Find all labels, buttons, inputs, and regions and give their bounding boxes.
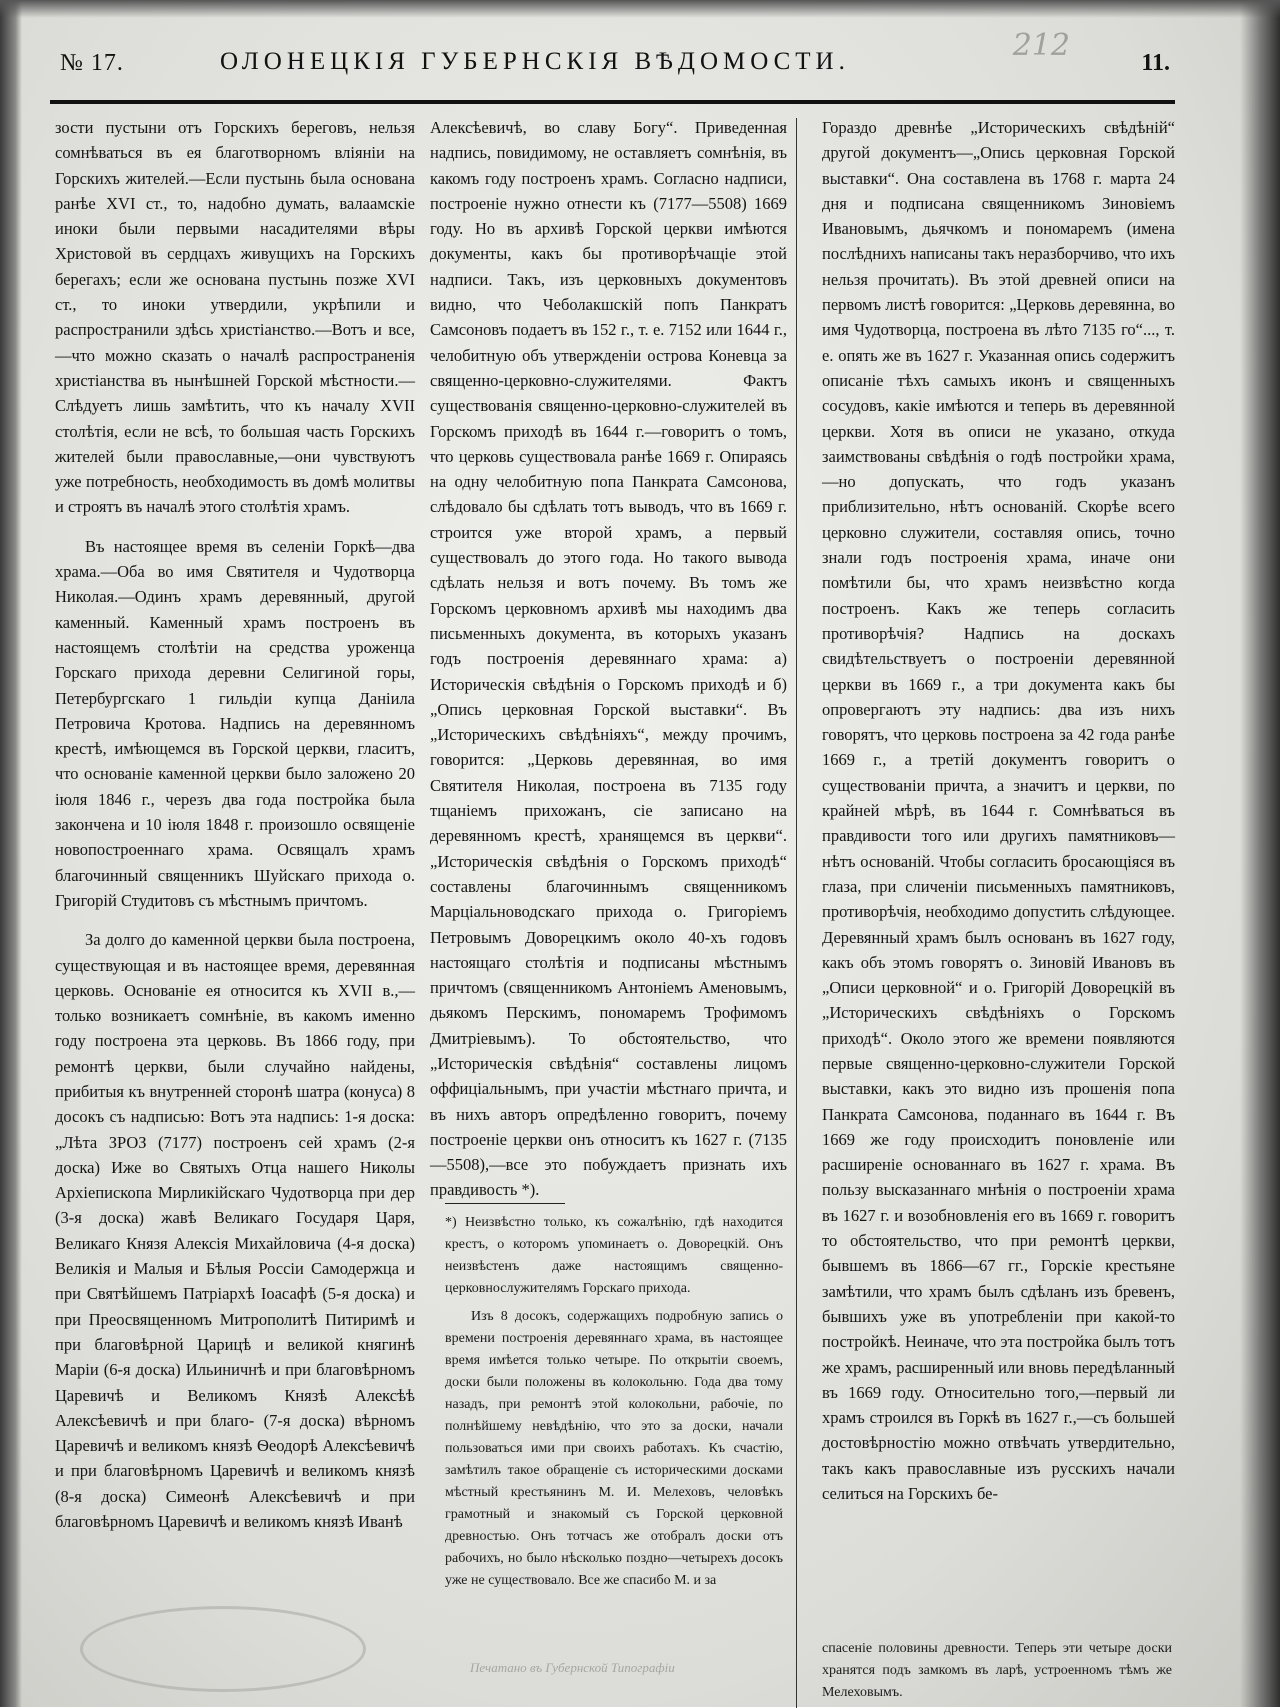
column-divider [796,118,797,1708]
paragraph: Въ настоящее время въ селеніи Горкѣ—два храма.—Оба во имя Святителя и Чудотворца Николая.—Одинъ храмъ деревянный, другой каменный. Каменный храмъ построенъ въ настоящемъ столѣтіи на средства уроженца Горскаго прихода деревни Селигиной горы, Петербургскаго 1 гильдіи купца Даніила Петровича Кротова. Надпись на деревянномъ крестѣ, имѣющемся въ Горской церкви, гласитъ, что основаніе каменной церкви было заложено 20 іюля 1846 г., черезъ два года постройка была закончена и 10 іюля 1848 г. произошло освященіе новопостроеннаго храма. Освящалъ храмъ благочинный священникъ Шуйскаго прихода о. Григорій Студитовъ съ мѣстнымъ причтомъ. [55,536,415,910]
bleed-through-text: Печатано въ Губернской Типографіи [470,1660,675,1675]
page-header [60,28,1170,94]
paragraph: Гораздо древнѣе „Историческихъ свѣдѣній“ другой документъ—„Опись церковная Горской выставки“. Она составлена въ 1768 г. марта 24 дня и подписана священникомъ Зиновіемъ Ивановымъ, дьячкомъ и пономаремъ (имена послѣднихъ написаны такъ неразборчиво, что ихъ нельзя прочитать). Въ этой древней описи на первомъ листѣ говорится: „Церковь деревянна, во имя Чудотворца, построена въ лѣто 7135 го“..., т. е. опять же въ 1627 г. Указанная опись содержитъ описаніе тѣхъ самыхъ иконъ и священныхъ сосудовъ, какіе имѣются и теперь въ деревянной церкви. Хотя въ описи не указано, откуда заимствованы свѣдѣнія о годѣ постройки храма,—но допускать, что годъ указанъ приблизительно, нѣтъ основаній. Скорѣе всего церковно служители, составляя опись, точно знали годъ построенія храма, иначе они помѣтили бы, что храмъ неизвѣстно когда построенъ. Какъ же теперь согласить противорѣчія? Надпись на доскахъ свидѣтельствуетъ о построеніи деревянной церкви въ 1669 г., а три документа какъ бы опровергаютъ эту надпись: два изъ нихъ говорятъ, что церковь построена за 42 года ранѣе 1669 г., а третій документъ говоритъ о существованіи причта, а значитъ и церкви, по крайней мѣрѣ, въ 1644 г. Сомнѣваться въ правдивости того или другихъ памятниковъ—нѣтъ основаній. Чтобы согласить бросающіяся въ глаза, при сличеніи письменныхъ памятниковъ, противорѣчія, необходимо допустить слѣдующее. Деревянный храмъ былъ основанъ въ 1627 году, какъ объ этомъ говорятъ о. Зиновій Ивановъ въ „Описи церковной“ и о. Григорій Доворецкій въ „Историческихъ свѣдѣніяхъ о Горскомъ приходѣ“. Около этого же времени появляются первые священно-церковно-служители Горской выставки, какъ это видно изъ прошенія попа Панкрата Самсонова, поданнаго въ 1644 г. Въ 1669 же году происходитъ поновленіе или расширеніе основаннаго въ 1627 г. храма. Въ пользу высказаннаго мнѣнія о построеніи храма въ 1627 г. и возобновленія его въ 1669 г. говоритъ то обстоятельство, что при ремонтѣ церкви, бывшемъ въ 1866—67 гг., Горскіе крестьяне замѣтили, что храмъ былъ сдѣланъ изъ бревенъ, бывшихъ уже въ употребленіи при какой-то постройкѣ. Неиначе, что эта постройка былъ тотъ же храмъ, расширенный или вновь передѣланный въ 1669 году. Относительно того,—первый ли храмъ строился въ Горкѣ въ 1627 г.,—съ большей достовѣрностію можно отвѣчать утвердительно, такъ какъ православные изъ русскихъ начали селиться на Горскихъ бе- [822,118,1175,1504]
page-edge-right [1240,0,1280,1707]
footnote: Изъ 8 досокъ, содержащихъ подробную запись о времени построенія деревяннаго храма, въ настоящее время имѣется только четыре. По открытіи своемъ, доски были положены въ колокольню. Года два тому назадъ, при ремонтѣ этой колокольни, рабочіе, по полнѣйшему невѣдѣнію, что это за доски, начали пользоваться ими при своихъ работахъ. Къ счастію, замѣтилъ такое обращеніе съ историческими досками мѣстный крестьянинъ М. И. Мелеховъ, человѣкъ грамотный и знакомый съ Горской церковной древностью. Онъ тотчасъ же отобралъ доски отъ рабочихъ, но было нѣсколько поздно—четырехъ досокъ уже не существовало. Все же спасибо М. и за [445,1309,783,1588]
library-stamp [80,1606,366,1692]
text-column-1 [55,115,415,1534]
footnote: *) Неизвѣстно только, къ сожалѣнію, гдѣ находится крестъ, о которомъ упоминаетъ о. Доворецкій. Онъ неизвѣстенъ даже настоящимъ священно-церковнослужителямъ Горскаго прихода. [445,1215,783,1296]
page-edge-left [0,0,22,1707]
text-column-2 [430,115,787,1203]
newspaper-title: ОЛОНЕЦКІЯ ГУБЕРНСКІЯ ВѢДОМОСТИ. [220,48,850,75]
paragraph: Алексѣевичѣ, во славу Богу“. Приведенная надпись, повидимому, не оставляетъ сомнѣнія, въ какомъ году построенъ храмъ. Согласно надписи, построеніе нужно отнести къ (7177—5508) 1669 году. Но въ архивѣ Горской церкви имѣются документы, какъ бы противорѣчащіе этой надписи. Такъ, изъ церковныхъ документовъ видно, что Чеболакшскій попъ Панкратъ Самсоновъ подаетъ въ 152 г., т. е. 7152 или 1644 г., челобитную объ утвержденіи острова Коневца за священно-церковно-служителями. Фактъ существованія священно-церковно-служителей въ Горскомъ приходѣ въ 1644 г.—говоритъ о томъ, что церковь существовала ранѣе 1669 г. Опираясь на одну челобитную попа Панкрата Самсонова, слѣдовало бы сдѣлать тотъ выводъ, что въ 1669 г. строится уже второй храмъ, а первый существовалъ до этого года. Но такого вывода сдѣлать нельзя и вотъ почему. Въ томъ же Горскомъ церковномъ архивѣ мы находимъ два письменныхъ документа, въ которыхъ указанъ годъ построенія деревяннаго храма: а) Историческія свѣдѣнія о Горскомъ приходѣ и б) „Опись церковная Горской выставки“. Въ „Историческихъ свѣдѣніяхъ“, между прочимъ, говорится: „Церковь деревянная, во имя Святителя Николая, построена въ 7135 году тщаніемъ прихожанъ, сіе записано на деревянномъ крестѣ, хранящемся въ церкви“. „Историческія свѣдѣнія о Горскомъ приходѣ“ составлены благочиннымъ священникомъ Марціальноводскаго прихода о. Григоріемъ Петровымъ Доворецкимъ около 40-хъ годовъ настоящаго столѣтія и подписаны мѣстнымъ причтомъ (священникомъ Антоніемъ Аменовымъ, дьякомъ Перскимъ, пономаремъ Трофимомъ Дмитріевымъ). То обстоятельство, что „Историческія свѣдѣнія“ составлены лицомъ оффиціальнымъ, при участіи мѣстнаго причта, и въ нихъ авторъ опредѣленно говоритъ, почему построеніе церкви онъ относитъ къ 1627 г. (7135—5508),—все это побуждаетъ признать ихъ правдивость *). [430,118,787,1200]
footnote: спасеніе половины древности. Теперь эти четыре доски хранятся подъ замкомъ въ ларѣ, устроенномъ тѣмъ же Мелеховымъ. [822,1641,1172,1700]
text-column-3 [822,115,1175,1506]
page-number: 11. [1141,50,1170,76]
paragraph: зости пустыни отъ Горскихъ береговъ, нельзя сомнѣваться въ ея благотворномъ вліяніи на Горскихъ жителей.—Если пустынь была основана ранѣе XVI ст., то, надобно думать, валаамскіе иноки были первыми насадителями вѣры Христовой въ сердцахъ живущихъ на Горскихъ берегахъ; если же основана пустынь позже XVI ст., то иноки утвердили, укрѣпили и распространили здѣсь христіанство.—Вотъ и все,—что можно сказать о началѣ распространенія христіанства въ нынѣшней Горской мѣстности.—Слѣдуетъ лишь замѣтить, что къ началу XVII столѣтія, если не всѣ, то большая часть Горскихъ жителей были православные,—они чувствуютъ уже потребность, необходимость въ домѣ молитвы и строятъ въ началѣ этого столѣтія храмъ. [55,118,415,517]
header-rule [50,100,1175,104]
page-edge-top [0,0,1280,18]
handwritten-page-note: 212 [1012,28,1070,63]
footnote-continuation [822,1638,1172,1704]
issue-number: № 17. [60,50,124,76]
paragraph: За долго до каменной церкви была построена, существующая и въ настоящее время, деревянная церковь. Основаніе ея относится къ XVII в.,—только возникаетъ сомнѣніе, въ какомъ именно году построена эта церковь. Въ 1866 году, при ремонтѣ церкви, были случайно найдены, прибитыя къ внутренней сторонѣ шатра (конуса) 8 досокъ съ надписью: Вотъ эта надпись: 1-я доска: „Лѣта ЗРОЗ (7177) построенъ сей храмъ (2-я доска) Иже во Святыхъ Отца нашего Николы Архіепископа Мирликійскаго Чудотворца при дер (3-я доска) жавѣ Великаго Государя Царя, Великаго Князя Алексія Михайловича (4-я доска) Великія и Малыя и Бѣлыя Россіи Самодержца и при Святѣйшемъ Патріархѣ Іоасафѣ (5-я доска) и при Преосвященномъ Митрополитѣ Питиримѣ и при благовѣрной Царицѣ и великой княгинѣ Маріи (6-я доска) Ильиничнѣ и при благовѣрномъ Царевичѣ и Великомъ Князѣ Алексѣѣ Алексѣевичѣ и при благо- (7-я доска) вѣрномъ Царевичѣ и великомъ князѣ Ѳеодорѣ Алексѣевичѣ и при благовѣрномъ Царевичѣ и великомъ князѣ (8-я доска) Симеонѣ Алексѣевичѣ и при благовѣрномъ Царевичѣ и великомъ князѣ Иванѣ [55,930,415,1532]
footnote-block [445,1212,783,1592]
footnote-rule [445,1203,565,1204]
